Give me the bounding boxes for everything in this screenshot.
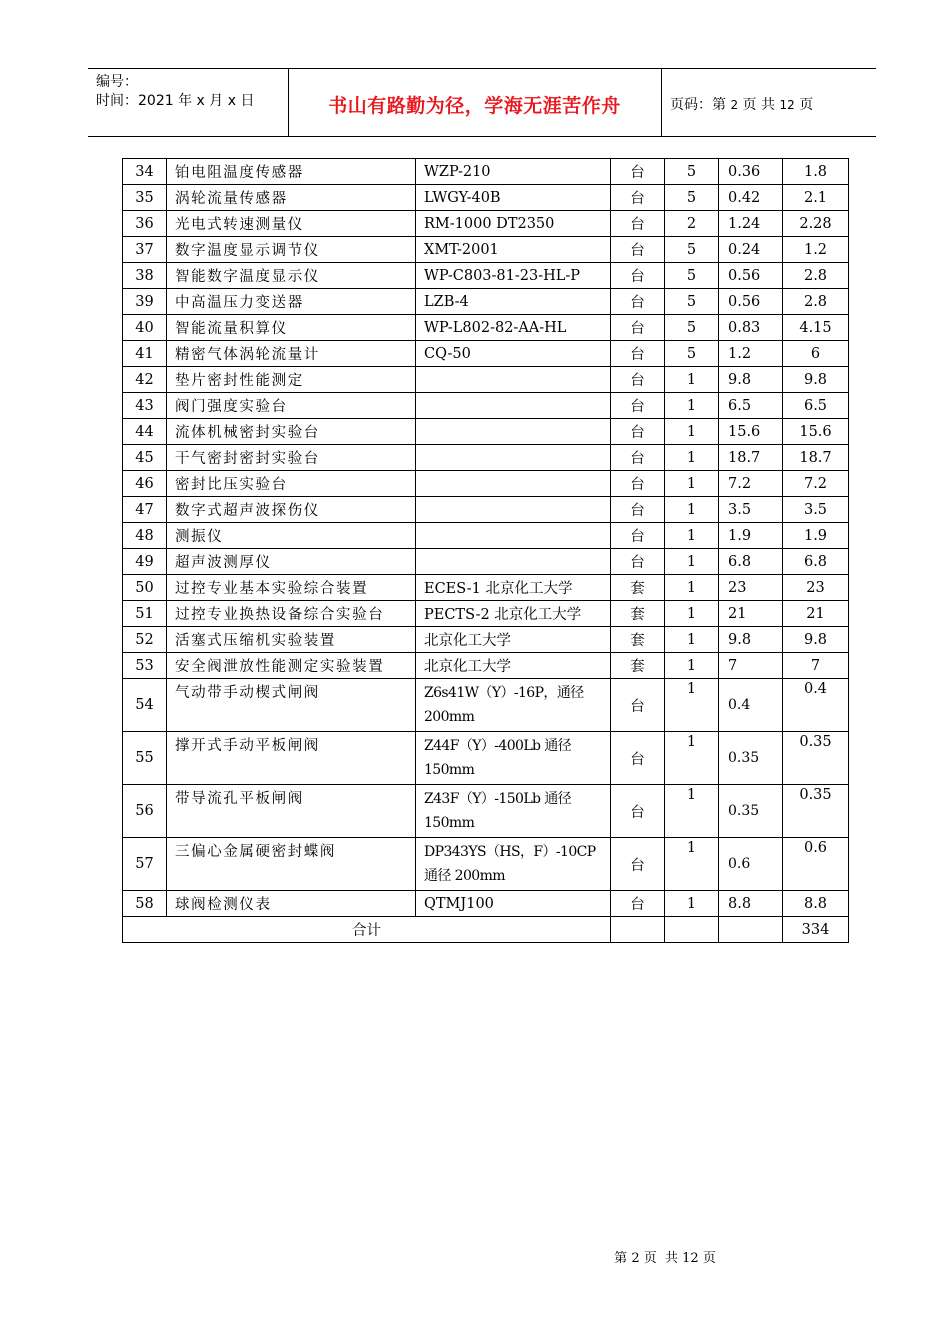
total-price-cell: 1.2 [783, 237, 849, 263]
unit-cell: 套 [611, 653, 665, 679]
equipment-model: 北京化工大学 [416, 627, 611, 653]
table-row [123, 891, 849, 917]
header-motto: 书山有路勤为径，学海无涯苦作舟 [328, 95, 621, 117]
unit-cell: 台 [611, 785, 665, 838]
table-row [123, 679, 849, 732]
quantity-cell: 2 [665, 211, 719, 237]
equipment-name: 密封比压实验台 [167, 471, 416, 497]
table-row [123, 237, 849, 263]
row-number: 47 [123, 497, 167, 523]
unit-price-cell: 0.42 [719, 185, 783, 211]
table-row [123, 549, 849, 575]
total-price-cell: 9.8 [783, 627, 849, 653]
equipment-model: Z43F（Y）-150Lb 通径 150mm [416, 785, 611, 838]
unit-price-cell: 1.9 [719, 523, 783, 549]
unit-price-cell: 0.6 [719, 838, 783, 891]
quantity-cell: 1 [665, 471, 719, 497]
total-price-cell: 2.1 [783, 185, 849, 211]
equipment-model [416, 445, 611, 471]
unit-cell: 台 [611, 549, 665, 575]
row-number: 51 [123, 601, 167, 627]
table-row [123, 159, 849, 185]
total-price-cell: 0.4 [783, 679, 849, 732]
row-number: 55 [123, 732, 167, 785]
serial-label: 编号： [96, 74, 138, 90]
equipment-name: 超声波测厚仪 [167, 549, 416, 575]
equipment-name: 过控专业基本实验综合装置 [167, 575, 416, 601]
unit-cell: 台 [611, 523, 665, 549]
total-price-cell: 3.5 [783, 497, 849, 523]
unit-cell: 台 [611, 732, 665, 785]
table-row [123, 653, 849, 679]
table-row [123, 289, 849, 315]
quantity-cell: 1 [665, 653, 719, 679]
equipment-model: QTMJ100 [416, 891, 611, 917]
unit-price-cell: 18.7 [719, 445, 783, 471]
equipment-name: 带导流孔平板闸阀 [167, 785, 416, 838]
equipment-model [416, 549, 611, 575]
table-row [123, 367, 849, 393]
header-divider [661, 69, 662, 136]
equipment-model: RM-1000 DT2350 [416, 211, 611, 237]
equipment-name: 中高温压力变送器 [167, 289, 416, 315]
total-price-cell: 23 [783, 575, 849, 601]
table-row [123, 393, 849, 419]
row-number: 39 [123, 289, 167, 315]
unit-cell: 台 [611, 159, 665, 185]
unit-cell: 套 [611, 627, 665, 653]
unit-price-cell: 0.35 [719, 732, 783, 785]
table-row [123, 263, 849, 289]
equipment-model: LZB-4 [416, 289, 611, 315]
equipment-name: 智能数字温度显示仪 [167, 263, 416, 289]
equipment-name: 三偏心金属硬密封蝶阀 [167, 838, 416, 891]
page-footer [0, 1247, 950, 1266]
quantity-cell: 1 [665, 393, 719, 419]
row-number: 58 [123, 891, 167, 917]
quantity-cell: 5 [665, 289, 719, 315]
equipment-model: Z44F（Y）-400Lb 通径 150mm [416, 732, 611, 785]
unit-cell: 台 [611, 393, 665, 419]
equipment-table [122, 158, 849, 943]
equipment-name: 测振仪 [167, 523, 416, 549]
equipment-model: CQ-50 [416, 341, 611, 367]
unit-price-cell: 9.8 [719, 367, 783, 393]
row-number: 44 [123, 419, 167, 445]
table-row [123, 185, 849, 211]
total-price-cell: 6 [783, 341, 849, 367]
row-number: 50 [123, 575, 167, 601]
total-price-cell: 6.5 [783, 393, 849, 419]
unit-price-cell: 15.6 [719, 419, 783, 445]
equipment-name: 垫片密封性能测定 [167, 367, 416, 393]
unit-price-cell: 6.8 [719, 549, 783, 575]
quantity-cell: 1 [665, 785, 719, 838]
unit-cell: 台 [611, 838, 665, 891]
quantity-cell: 1 [665, 601, 719, 627]
equipment-name: 精密气体涡轮流量计 [167, 341, 416, 367]
row-number: 37 [123, 237, 167, 263]
total-price-cell: 1.8 [783, 159, 849, 185]
row-number: 54 [123, 679, 167, 732]
unit-price-cell: 7 [719, 653, 783, 679]
row-number: 40 [123, 315, 167, 341]
quantity-cell: 1 [665, 679, 719, 732]
quantity-cell: 5 [665, 237, 719, 263]
page-suffix: 页 [799, 97, 814, 113]
row-number: 56 [123, 785, 167, 838]
total-price-cell: 2.8 [783, 289, 849, 315]
unit-cell: 台 [611, 891, 665, 917]
unit-cell: 台 [611, 289, 665, 315]
quantity-cell: 1 [665, 838, 719, 891]
equipment-name: 气动带手动楔式闸阀 [167, 679, 416, 732]
footer-total: 12 [682, 1251, 699, 1266]
row-number: 53 [123, 653, 167, 679]
quantity-cell: 5 [665, 341, 719, 367]
total-price-cell: 8.8 [783, 891, 849, 917]
equipment-name: 铂电阻温度传感器 [167, 159, 416, 185]
unit-cell: 台 [611, 445, 665, 471]
row-number: 49 [123, 549, 167, 575]
quantity-cell: 1 [665, 419, 719, 445]
total-price-cell: 21 [783, 601, 849, 627]
empty-cell [719, 917, 783, 943]
table-row [123, 341, 849, 367]
row-number: 43 [123, 393, 167, 419]
row-number: 35 [123, 185, 167, 211]
quantity-cell: 1 [665, 627, 719, 653]
row-number: 42 [123, 367, 167, 393]
table-row [123, 523, 849, 549]
equipment-name: 智能流量积算仪 [167, 315, 416, 341]
total-price-cell: 0.35 [783, 785, 849, 838]
table-row [123, 838, 849, 891]
equipment-name: 活塞式压缩机实验装置 [167, 627, 416, 653]
quantity-cell: 1 [665, 575, 719, 601]
total-price-cell: 0.35 [783, 732, 849, 785]
quantity-cell: 1 [665, 367, 719, 393]
unit-cell: 台 [611, 679, 665, 732]
page-mid: 页 共 [742, 97, 775, 113]
table-row [123, 627, 849, 653]
total-price-cell: 4.15 [783, 315, 849, 341]
unit-cell: 套 [611, 575, 665, 601]
row-number: 38 [123, 263, 167, 289]
table-row [123, 575, 849, 601]
equipment-name: 阀门强度实验台 [167, 393, 416, 419]
equipment-model: WP-C803-81-23-HL-P [416, 263, 611, 289]
table-row [123, 211, 849, 237]
quantity-cell: 1 [665, 445, 719, 471]
table-row [123, 419, 849, 445]
unit-price-cell: 9.8 [719, 627, 783, 653]
quantity-cell: 5 [665, 159, 719, 185]
equipment-name: 涡轮流量传感器 [167, 185, 416, 211]
header-page-number [670, 94, 813, 114]
total-price-cell: 0.6 [783, 838, 849, 891]
equipment-model: WP-L802-82-AA-HL [416, 315, 611, 341]
quantity-cell: 1 [665, 732, 719, 785]
unit-price-cell: 3.5 [719, 497, 783, 523]
table-body [123, 159, 849, 943]
unit-price-cell: 1.24 [719, 211, 783, 237]
page-prefix: 页码：第 [670, 97, 726, 113]
unit-price-cell: 0.83 [719, 315, 783, 341]
quantity-cell: 5 [665, 263, 719, 289]
unit-cell: 套 [611, 601, 665, 627]
table-row [123, 445, 849, 471]
total-price-cell: 2.8 [783, 263, 849, 289]
equipment-model: Z6s41W（Y）-16P，通径 200mm [416, 679, 611, 732]
equipment-name: 安全阀泄放性能测定实验装置 [167, 653, 416, 679]
unit-cell: 台 [611, 263, 665, 289]
footer-prefix: 第 [614, 1251, 628, 1266]
row-number: 34 [123, 159, 167, 185]
unit-price-cell: 0.24 [719, 237, 783, 263]
table-row [123, 785, 849, 838]
unit-price-cell: 21 [719, 601, 783, 627]
row-number: 57 [123, 838, 167, 891]
total-price-cell: 7.2 [783, 471, 849, 497]
unit-cell: 台 [611, 237, 665, 263]
quantity-cell: 1 [665, 497, 719, 523]
equipment-model: WZP-210 [416, 159, 611, 185]
unit-price-cell: 0.35 [719, 785, 783, 838]
equipment-name: 球阀检测仪表 [167, 891, 416, 917]
equipment-model: PECTS-2 北京化工大学 [416, 601, 611, 627]
row-number: 52 [123, 627, 167, 653]
summary-row [123, 917, 849, 943]
table-row [123, 732, 849, 785]
equipment-name: 干气密封密封实验台 [167, 445, 416, 471]
page-total: 12 [779, 98, 795, 112]
equipment-name: 数字式超声波探伤仪 [167, 497, 416, 523]
equipment-name: 过控专业换热设备综合实验台 [167, 601, 416, 627]
table-row [123, 315, 849, 341]
total-price-cell: 2.28 [783, 211, 849, 237]
total-price-cell: 7 [783, 653, 849, 679]
unit-cell: 台 [611, 315, 665, 341]
summary-total: 334 [783, 917, 849, 943]
unit-price-cell: 0.56 [719, 263, 783, 289]
quantity-cell: 1 [665, 891, 719, 917]
total-price-cell: 1.9 [783, 523, 849, 549]
equipment-model [416, 523, 611, 549]
unit-price-cell: 0.56 [719, 289, 783, 315]
equipment-model [416, 497, 611, 523]
footer-mid: 页 共 [643, 1251, 678, 1266]
unit-price-cell: 6.5 [719, 393, 783, 419]
unit-cell: 台 [611, 419, 665, 445]
equipment-model: LWGY-40B [416, 185, 611, 211]
page-header [88, 68, 876, 137]
table-row [123, 601, 849, 627]
equipment-name: 数字温度显示调节仪 [167, 237, 416, 263]
unit-price-cell: 8.8 [719, 891, 783, 917]
time-label: 时间：2021 年 x 月 x 日 [96, 93, 255, 109]
total-price-cell: 9.8 [783, 367, 849, 393]
equipment-name: 撑开式手动平板闸阀 [167, 732, 416, 785]
unit-cell: 台 [611, 471, 665, 497]
table-row [123, 471, 849, 497]
unit-price-cell: 1.2 [719, 341, 783, 367]
unit-cell: 台 [611, 185, 665, 211]
footer-page: 2 [631, 1251, 640, 1266]
footer-suffix: 页 [702, 1251, 716, 1266]
quantity-cell: 5 [665, 315, 719, 341]
total-price-cell: 6.8 [783, 549, 849, 575]
unit-cell: 台 [611, 367, 665, 393]
row-number: 41 [123, 341, 167, 367]
row-number: 45 [123, 445, 167, 471]
equipment-model [416, 367, 611, 393]
quantity-cell: 5 [665, 185, 719, 211]
row-number: 36 [123, 211, 167, 237]
quantity-cell: 1 [665, 523, 719, 549]
unit-cell: 台 [611, 497, 665, 523]
equipment-model [416, 419, 611, 445]
equipment-model: XMT-2001 [416, 237, 611, 263]
equipment-name: 流体机械密封实验台 [167, 419, 416, 445]
quantity-cell: 1 [665, 549, 719, 575]
equipment-model: DP343YS（HS，F）-10CP 通径 200mm [416, 838, 611, 891]
unit-price-cell: 23 [719, 575, 783, 601]
page-current: 2 [730, 98, 739, 112]
row-number: 48 [123, 523, 167, 549]
equipment-model: 北京化工大学 [416, 653, 611, 679]
equipment-model: ECES-1 北京化工大学 [416, 575, 611, 601]
empty-cell [611, 917, 665, 943]
equipment-model [416, 471, 611, 497]
unit-price-cell: 0.36 [719, 159, 783, 185]
summary-label: 合计 [123, 917, 611, 943]
row-number: 46 [123, 471, 167, 497]
unit-cell: 台 [611, 341, 665, 367]
unit-price-cell: 0.4 [719, 679, 783, 732]
total-price-cell: 18.7 [783, 445, 849, 471]
unit-price-cell: 7.2 [719, 471, 783, 497]
total-price-cell: 15.6 [783, 419, 849, 445]
equipment-name: 光电式转速测量仪 [167, 211, 416, 237]
header-meta [96, 73, 254, 111]
equipment-model [416, 393, 611, 419]
table-row [123, 497, 849, 523]
empty-cell [665, 917, 719, 943]
unit-cell: 台 [611, 211, 665, 237]
